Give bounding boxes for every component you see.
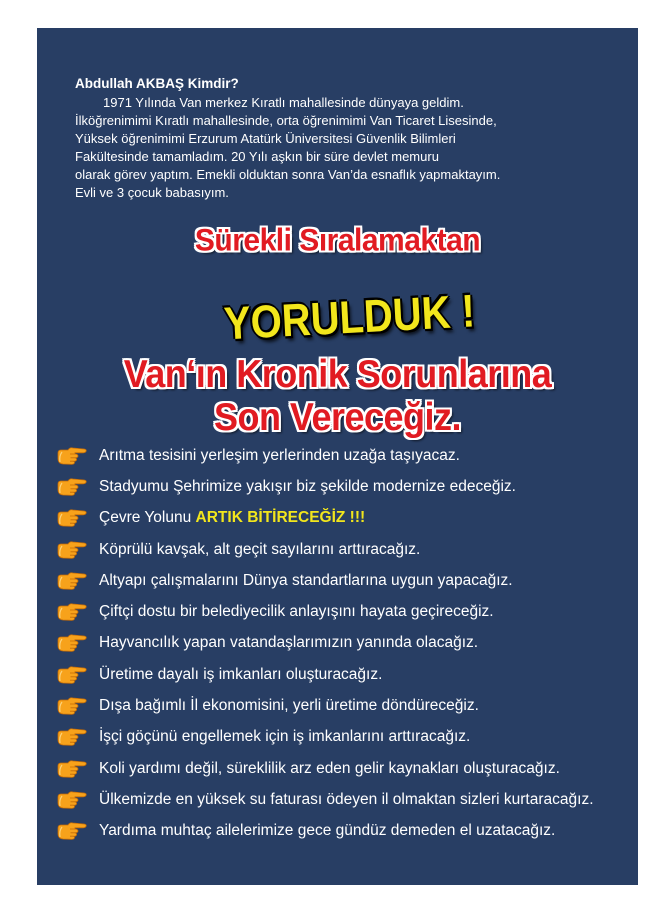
promise-text: [99, 822, 555, 840]
promise-text-main: Altyapı çalışmalarını Dünya standartlarına uygun yapacağız.: [99, 571, 513, 589]
promise-text-emphasis: ARTIK BİTİRECEĞİZ !!!: [195, 509, 366, 527]
pointing-hand-icon: [57, 477, 87, 497]
promise-text: [99, 728, 470, 746]
promise-text-main: İşçi göçünü engellemek için iş imkanlarını arttıracağız.: [99, 728, 471, 746]
promise-item: [57, 565, 637, 596]
promise-item: [57, 471, 637, 502]
promise-text-main: Ülkemizde en yüksek su faturası ödeyen il olmaktan sizleri kurtaracağız.: [99, 790, 594, 808]
promise-item: [57, 534, 637, 565]
bio-line: Yüksek öğrenimimi Erzurum Atatürk Üniversitesi Güvenlik Bilimleri: [75, 131, 456, 146]
pointing-hand-icon: [57, 633, 87, 653]
bio-section: [75, 76, 635, 202]
promise-text-main: Çevre Yolunu: [99, 509, 196, 527]
flyer-panel: [37, 28, 638, 885]
bio-line: 1971 Yılında Van merkez Kıratlı mahallesinde dünyaya geldim.: [103, 95, 464, 110]
bio-title: Abdullah AKBAŞ Kimdir?: [75, 76, 239, 91]
promise-item: [57, 440, 637, 471]
promise-item: [57, 722, 637, 753]
pointing-hand-icon: [57, 696, 87, 716]
pointing-hand-icon: [57, 665, 87, 685]
pointing-hand-icon: [57, 446, 87, 466]
promise-text: [99, 478, 516, 496]
promise-text-main: Köprülü kavşak, alt geçit sayılarını arttıracağız.: [99, 540, 421, 558]
pointing-hand-icon: [57, 540, 87, 560]
promise-text: [99, 541, 420, 559]
pointing-hand-icon: [57, 602, 87, 622]
promise-item: [57, 816, 637, 847]
pointing-hand-icon: [57, 790, 87, 810]
promise-item: [57, 690, 637, 721]
promise-item: [57, 503, 637, 534]
promise-text-main: Dışa bağımlı İl ekonomisini, yerli üretime döndüreceğiz.: [99, 697, 479, 715]
promise-item: [57, 628, 637, 659]
promise-item: [57, 753, 637, 784]
promise-text: [99, 760, 560, 778]
promise-item: [57, 784, 637, 815]
promise-text: [99, 603, 494, 621]
promise-item: [57, 596, 637, 627]
slogan-line-4: Son Vereceğiz.: [213, 394, 462, 439]
bio-line: Evli ve 3 çocuk babasıyım.: [75, 185, 229, 200]
promise-text: [99, 447, 460, 465]
promise-text: [99, 509, 365, 527]
promise-list: [57, 440, 637, 847]
bio-text: [75, 94, 635, 202]
promise-item: [57, 659, 637, 690]
bio-line: olarak görev yaptım. Emekli olduktan sonra Van’da esnaflık yapmaktayım.: [75, 167, 501, 182]
slogan-line-1: Sürekli Sıralamaktan: [194, 223, 481, 258]
pointing-hand-icon: [57, 571, 87, 591]
promise-text-main: Hayvancılık yapan vatandaşlarımızın yanında olacağız.: [99, 634, 479, 652]
promise-text-main: Koli yardımı değil, süreklilik arz eden gelir kaynakları oluşturacağız.: [99, 759, 560, 777]
bio-line: İlköğrenimimi Kıratlı mahallesinde, orta öğrenimimi Van Ticaret Lisesinde,: [75, 113, 497, 128]
promise-text: [99, 634, 478, 652]
pointing-hand-icon: [57, 727, 87, 747]
pointing-hand-icon: [57, 821, 87, 841]
bio-line: Fakültesinde tamamladım. 20 Yılı aşkın bir süre devlet memuru: [75, 149, 439, 164]
slogan-line-2: YORULDUK !: [222, 286, 477, 350]
promise-text: [99, 791, 594, 809]
promise-text-main: Çiftçi dostu bir belediyecilik anlayışını hayata geçireceğiz.: [99, 603, 494, 621]
promise-text-main: Stadyumu Şehrimize yakışır biz şekilde modernize edeceğiz.: [99, 477, 516, 495]
promise-text-main: Üretime dayalı iş imkanları oluşturacağız.: [99, 665, 383, 683]
promise-text-main: Arıtma tesisini yerleşim yerlerinden uzağa taşıyacaz.: [99, 446, 460, 464]
slogan-line-3: Van‘ın Kronik Sorunlarına: [123, 351, 552, 396]
pointing-hand-icon: [57, 759, 87, 779]
promise-text-main: Yardıma muhtaç ailelerimize gece gündüz demeden el uzatacağız.: [99, 822, 556, 840]
promise-text: [99, 666, 382, 684]
promise-text: [99, 572, 513, 590]
promise-text: [99, 697, 479, 715]
pointing-hand-icon: [57, 508, 87, 528]
